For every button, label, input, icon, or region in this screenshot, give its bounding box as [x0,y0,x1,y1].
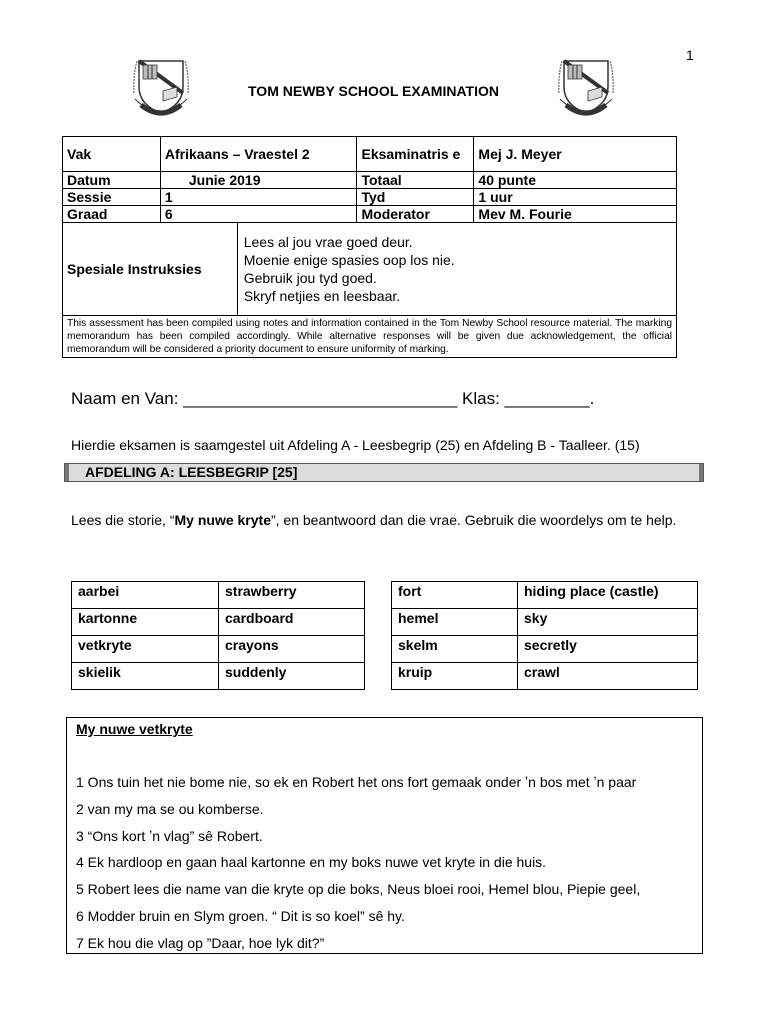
afrikaans-word: skielik [72,663,219,690]
english-word: strawberry [219,582,365,609]
examiner-label: Eksaminatris e [357,137,474,172]
exam-composition-note: Hierdie eksamen is saamgestel uit Afdeling A - Leesbegrip (25) en Afdeling B - Taalleer. (15) [71,437,640,453]
story-name-bold: My nuwe kryte [174,512,271,528]
english-word: sky [518,609,698,636]
moderator-value: Mev M. Fourie [474,206,677,223]
section-a-heading [64,463,704,482]
table-row [392,636,698,663]
story-box [66,717,703,954]
table-row [72,582,365,609]
assessment-disclaimer: This assessment has been compiled using notes and information contained in the Tom Newby School resource material. The marking memorandum has been compiled accordingly. While alternative responses will be given due acknowledgement, the official memorandum will be considered a priority document to ensure uniformity of marking. [63,316,677,358]
school-crest-logo [133,55,189,121]
afrikaans-word: aarbei [72,582,219,609]
english-word: hiding place (castle) [518,582,698,609]
special-instructions [237,223,676,316]
story-line: 3 “Ons kort ʼn vlag” sê Robert. [76,827,263,844]
instruction-text: Lees die storie, “ [71,512,175,528]
afrikaans-word: skelm [392,636,518,663]
afrikaans-word: fort [392,582,518,609]
instruction-line: Moenie enige spasies oop los nie. [243,252,455,268]
table-row [392,663,698,690]
session-value: 1 [160,189,357,206]
special-instructions-label: Spesiale Instruksies [63,223,238,316]
instruction-line: Skryf netjies en leesbaar. [243,288,401,304]
examiner-value: Mej J. Meyer [474,137,677,172]
page-number: 1 [686,47,694,63]
exam-info-table [62,136,677,358]
wordlist-table-left [71,581,365,690]
exam-title: TOM NEWBY SCHOOL EXAMINATION [248,83,499,99]
name-and-class-line: Naam en Van: _____________________________ Klas: _________. [71,389,595,408]
afrikaans-word: hemel [392,609,518,636]
school-crest-logo [558,55,614,121]
total-value: 40 punte [474,172,677,189]
table-row [392,582,698,609]
table-row [72,609,365,636]
english-word: cardboard [219,609,365,636]
grade-value: 6 [160,206,357,223]
english-word: crawl [518,663,698,690]
afrikaans-word: kruip [392,663,518,690]
subject-value: Afrikaans – Vraestel 2 [160,137,357,172]
table-row [72,663,365,690]
instruction-line: Gebruik jou tyd goed. [243,270,377,286]
instruction-text: ”, en beantwoord dan die vrae. Gebruik die woordelys om te help. [270,512,677,528]
reading-instruction [71,507,711,534]
story-line: 2 van my ma se ou komberse. [76,800,264,817]
story-line: 1 Ons tuin het nie bome nie, so ek en Robert het ons fort gemaak onder ʼn bos met ʼn paar [76,774,637,790]
date-label: Datum [63,172,161,189]
table-row [392,609,698,636]
grade-label: Graad [63,206,161,223]
session-label: Sessie [63,189,161,206]
date-value: Junie 2019 [160,172,357,189]
afrikaans-word: vetkryte [72,636,219,663]
story-title: My nuwe vetkryte [76,721,193,737]
story-line: 7 Ek hou die vlag op ”Daar, hoe lyk dit?” [76,934,325,951]
afrikaans-word: kartonne [72,609,219,636]
total-label: Totaal [357,172,474,189]
subject-label: Vak [63,137,161,172]
story-line: 5 Robert lees die name van die kryte op die boks, Neus bloei rooi, Hemel blou, Piepie geel, [76,881,641,898]
story-text [76,773,640,961]
instruction-line: Lees al jou vrae goed deur. [243,234,413,250]
heading-bar-edge [65,464,69,481]
english-word: secretly [518,636,698,663]
english-word: crayons [219,636,365,663]
story-line: 6 Modder bruin en Slym groen. “ Dit is so koel” sê hy. [76,907,405,924]
heading-bar-edge [699,464,703,481]
time-value: 1 uur [474,189,677,206]
time-label: Tyd [357,189,474,206]
moderator-label: Moderator [357,206,474,223]
story-line: 4 Ek hardloop en gaan haal kartonne en my boks nuwe vet kryte in die huis. [76,854,547,871]
table-row [72,636,365,663]
section-a-heading-text: AFDELING A: LEESBEGRIP [25] [85,464,298,480]
english-word: suddenly [219,663,365,690]
wordlist-table-right [391,581,698,690]
